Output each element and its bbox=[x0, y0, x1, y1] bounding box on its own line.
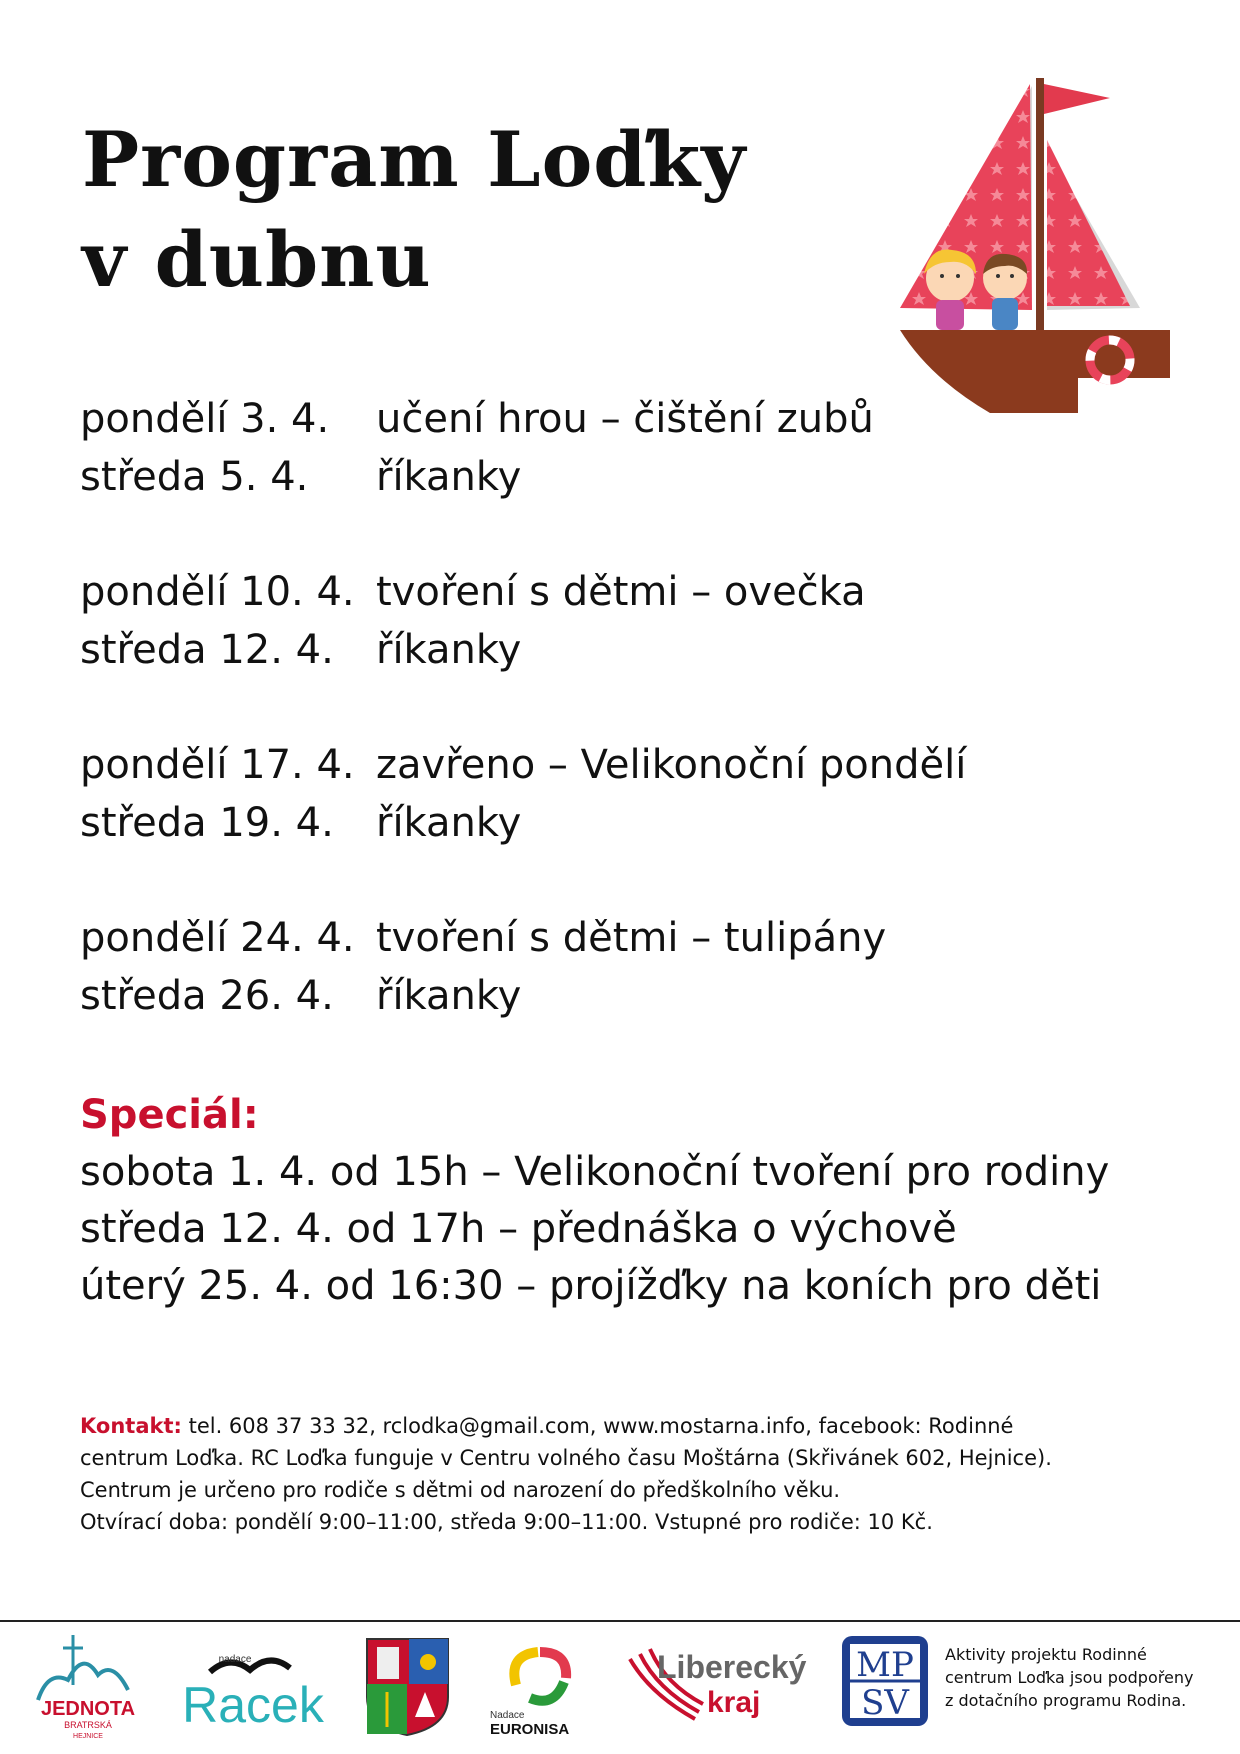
schedule-row bbox=[80, 794, 980, 852]
boy-figure bbox=[983, 254, 1027, 330]
schedule-week bbox=[80, 909, 980, 1025]
contact-line: Centrum je určeno pro rodiče s dětmi od narození do předškolního věku. bbox=[80, 1478, 841, 1502]
schedule-week bbox=[80, 390, 980, 506]
bratrska-text: BRATRSKÁ bbox=[64, 1720, 112, 1730]
schedule-week bbox=[80, 736, 980, 852]
schedule-activity: tvoření s dětmi – ovečka bbox=[376, 569, 866, 615]
contact-label: Kontakt: bbox=[80, 1414, 182, 1438]
jednota-bratrska-logo bbox=[28, 1630, 148, 1740]
schedule-day: středa 26. 4. bbox=[80, 973, 334, 1019]
support-line: Aktivity projektu Rodinné bbox=[945, 1645, 1147, 1664]
schedule-activity: učení hrou – čištění zubů bbox=[376, 396, 874, 442]
schedule-day: středa 19. 4. bbox=[80, 800, 334, 846]
hejnice-coat-of-arms bbox=[365, 1637, 450, 1737]
page-title bbox=[82, 110, 746, 310]
liberecky-text: Liberecký bbox=[657, 1649, 807, 1685]
special-item: středa 12. 4. od 17h – přednáška o výchově bbox=[80, 1206, 957, 1252]
special-events bbox=[80, 1086, 1180, 1315]
schedule-row bbox=[80, 909, 980, 967]
jednota-text: JEDNOTA bbox=[40, 1698, 136, 1720]
girl-figure bbox=[924, 250, 976, 331]
title-line-1: Program Loďky bbox=[82, 115, 747, 204]
mpsv-text-bottom: SV bbox=[861, 1683, 909, 1723]
schedule-day: středa 5. 4. bbox=[80, 454, 309, 500]
mpsv-logo bbox=[840, 1634, 930, 1729]
sponsor-footer bbox=[0, 1622, 1240, 1754]
schedule-row bbox=[80, 390, 980, 448]
euronisa-small-text: Nadace bbox=[490, 1710, 525, 1721]
contact-line: tel. 608 37 33 32, rclodka@gmail.com, www.mostarna.info, facebook: Rodinné bbox=[181, 1414, 1014, 1438]
nadace-euronisa-logo bbox=[488, 1640, 598, 1740]
support-line: z dotačního programu Rodina. bbox=[945, 1691, 1187, 1710]
schedule-week bbox=[80, 563, 980, 679]
special-item: sobota 1. 4. od 15h – Velikonoční tvoření pro rodiny bbox=[80, 1149, 1110, 1195]
schedule-activity: tvoření s dětmi – tulipány bbox=[376, 915, 887, 961]
schedule-day: středa 12. 4. bbox=[80, 627, 334, 673]
schedule-row bbox=[80, 736, 980, 794]
nadace-racek-logo bbox=[175, 1642, 335, 1737]
racek-text: Racek bbox=[182, 1677, 324, 1733]
schedule-day: pondělí 24. 4. bbox=[80, 915, 355, 961]
kraj-text: kraj bbox=[707, 1686, 761, 1719]
schedule-activity: říkanky bbox=[376, 800, 522, 846]
racek-small-text: nadace bbox=[218, 1654, 252, 1665]
schedule-row bbox=[80, 621, 980, 679]
schedule-day: pondělí 17. 4. bbox=[80, 742, 355, 788]
schedule-activity: říkanky bbox=[376, 454, 522, 500]
contact-info bbox=[80, 1410, 1140, 1538]
contact-line: Otvírací doba: pondělí 9:00–11:00, středa 9:00–11:00. Vstupné pro rodiče: 10 Kč. bbox=[80, 1510, 933, 1534]
special-item: úterý 25. 4. od 16:30 – projížďky na koních pro děti bbox=[80, 1263, 1102, 1309]
schedule-row bbox=[80, 448, 980, 506]
hejnice-text: HEJNICE bbox=[73, 1733, 103, 1740]
schedule-day: pondělí 3. 4. bbox=[80, 396, 330, 442]
schedule-row bbox=[80, 563, 980, 621]
weekly-schedule bbox=[80, 390, 980, 1082]
schedule-activity: říkanky bbox=[376, 627, 522, 673]
liberecky-kraj-logo bbox=[625, 1644, 815, 1734]
contact-line: centrum Loďka. RC Loďka funguje v Centru volného času Moštárna (Skřivánek 602, Hejnice). bbox=[80, 1446, 1052, 1470]
schedule-row bbox=[80, 967, 980, 1025]
support-text bbox=[945, 1643, 1225, 1712]
support-line: centrum Loďka jsou podpořeny bbox=[945, 1668, 1194, 1687]
title-line-2: v dubnu bbox=[82, 215, 432, 304]
schedule-day: pondělí 10. 4. bbox=[80, 569, 355, 615]
mpsv-text-top: MP bbox=[856, 1645, 914, 1685]
schedule-activity: říkanky bbox=[376, 973, 522, 1019]
euronisa-text: EURONISA bbox=[490, 1721, 570, 1738]
schedule-activity: zavřeno – Velikonoční pondělí bbox=[376, 742, 967, 788]
special-heading: Speciál: bbox=[80, 1092, 259, 1138]
